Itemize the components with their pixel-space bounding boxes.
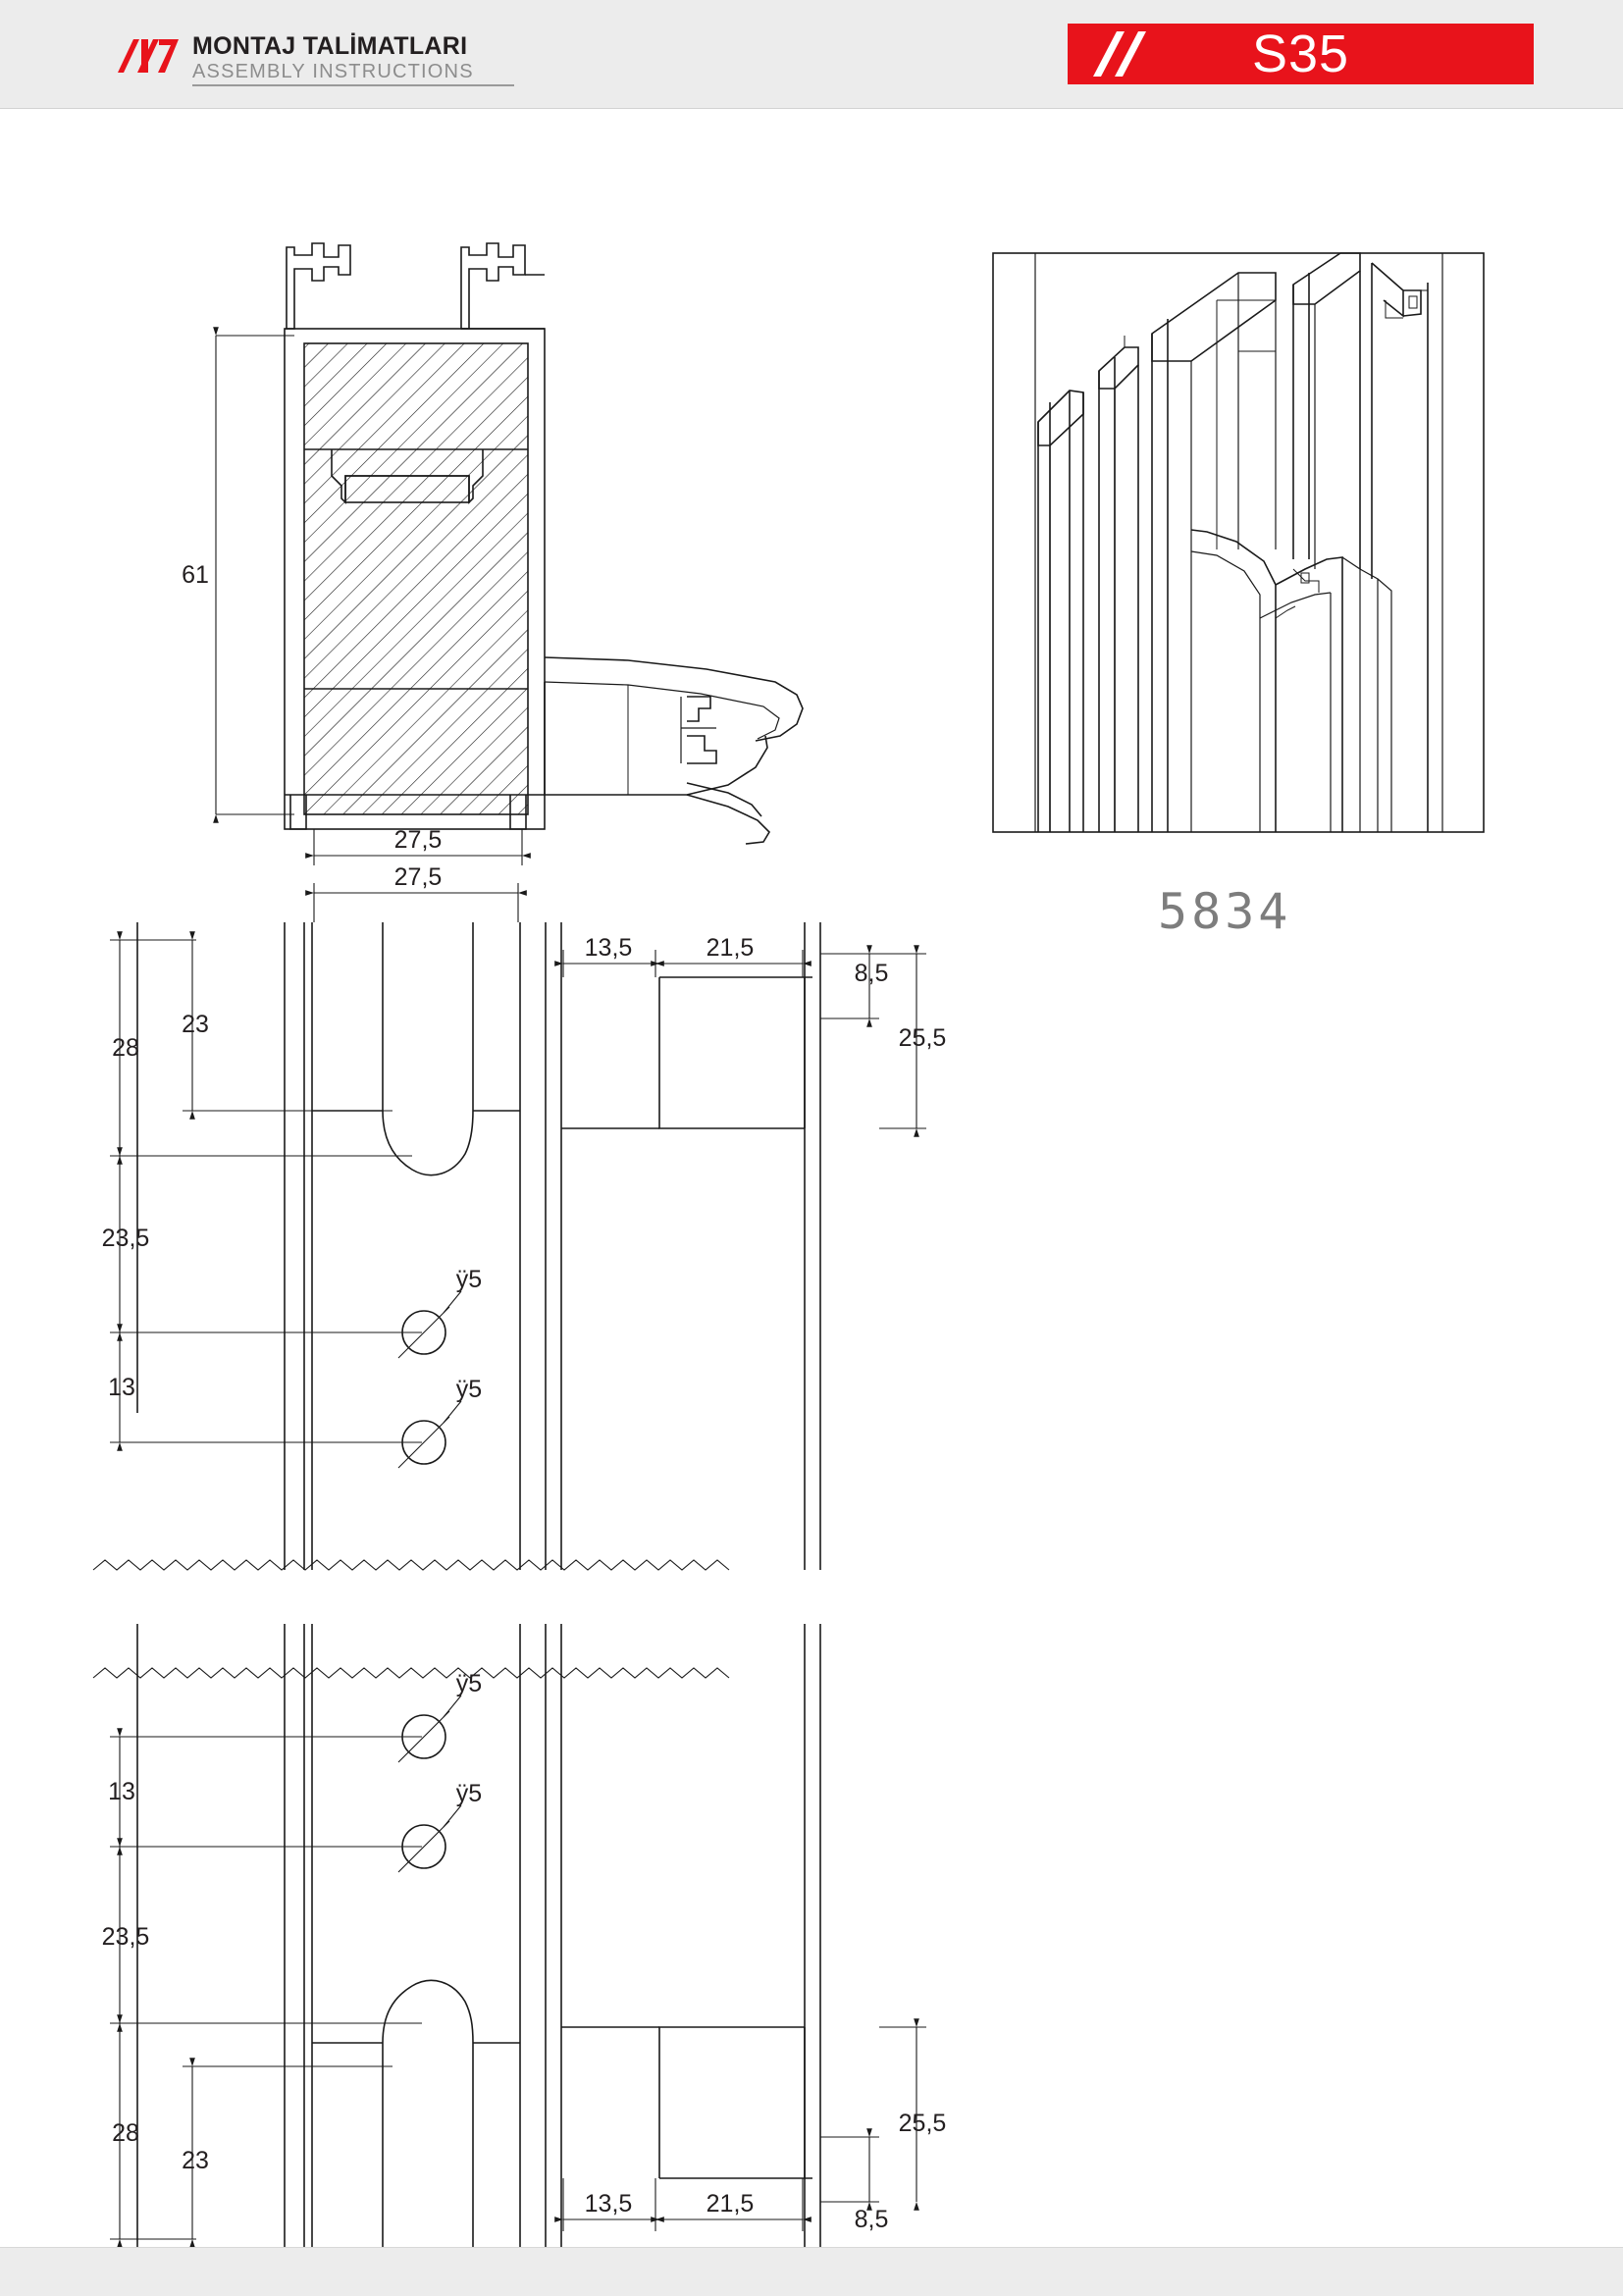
dim-label-top-13-5: 13,5	[584, 934, 633, 962]
part-number-label: 5834	[1158, 883, 1292, 940]
dim-label-bot-21-5: 21,5	[706, 2190, 755, 2218]
dim-label-top-23-5: 23,5	[101, 1225, 150, 1252]
dim-label-bot-hole-1: ÿ5	[455, 1670, 483, 1697]
dim-label-bot-28: 28	[112, 2119, 139, 2147]
dim-label-width-27-5: 27,5	[393, 826, 443, 854]
dim-label-bot-hole-2: ÿ5	[455, 1780, 483, 1807]
title-tr: MONTAJ TALİMATLARI	[192, 32, 468, 60]
dim-label-top-width: 27,5	[393, 863, 443, 891]
brand-title-block	[192, 32, 474, 83]
profile-cross-section-geometry	[285, 243, 803, 844]
dim-label-top-13: 13	[108, 1374, 135, 1401]
asas-logo-icon	[116, 33, 181, 80]
dim-label-top-8-5: 8,5	[854, 960, 889, 987]
dim-label-top-23: 23	[182, 1011, 209, 1038]
dim-label-bot-13-5: 13,5	[584, 2190, 633, 2218]
page-footer	[0, 2247, 1623, 2296]
isometric-detail-geometry	[993, 253, 1484, 832]
title-en: ASSEMBLY INSTRUCTIONS	[192, 61, 474, 82]
dim-section-height	[216, 336, 294, 814]
dim-label-bot-25-5: 25,5	[898, 2110, 947, 2137]
dim-label-top-21-5: 21,5	[706, 934, 755, 962]
title-divider	[192, 84, 514, 86]
dim-label-bot-23: 23	[182, 2147, 209, 2174]
dim-label-bot-8-5: 8,5	[854, 2206, 889, 2233]
dim-label-top-28: 28	[112, 1034, 139, 1062]
dim-label-height-61: 61	[182, 561, 209, 589]
drawing-canvas	[0, 108, 1623, 2247]
product-code: S35	[1251, 25, 1350, 83]
dim-label-top-25-5: 25,5	[898, 1024, 947, 1052]
technical-drawing	[0, 108, 1623, 2247]
product-code-banner	[1068, 24, 1534, 84]
page-header	[0, 0, 1623, 109]
dim-label-bot-13: 13	[108, 1778, 135, 1805]
dim-label-top-hole-1: ÿ5	[455, 1266, 483, 1293]
dim-label-bot-23-5: 23,5	[101, 1923, 150, 1951]
dim-label-top-hole-2: ÿ5	[455, 1376, 483, 1403]
